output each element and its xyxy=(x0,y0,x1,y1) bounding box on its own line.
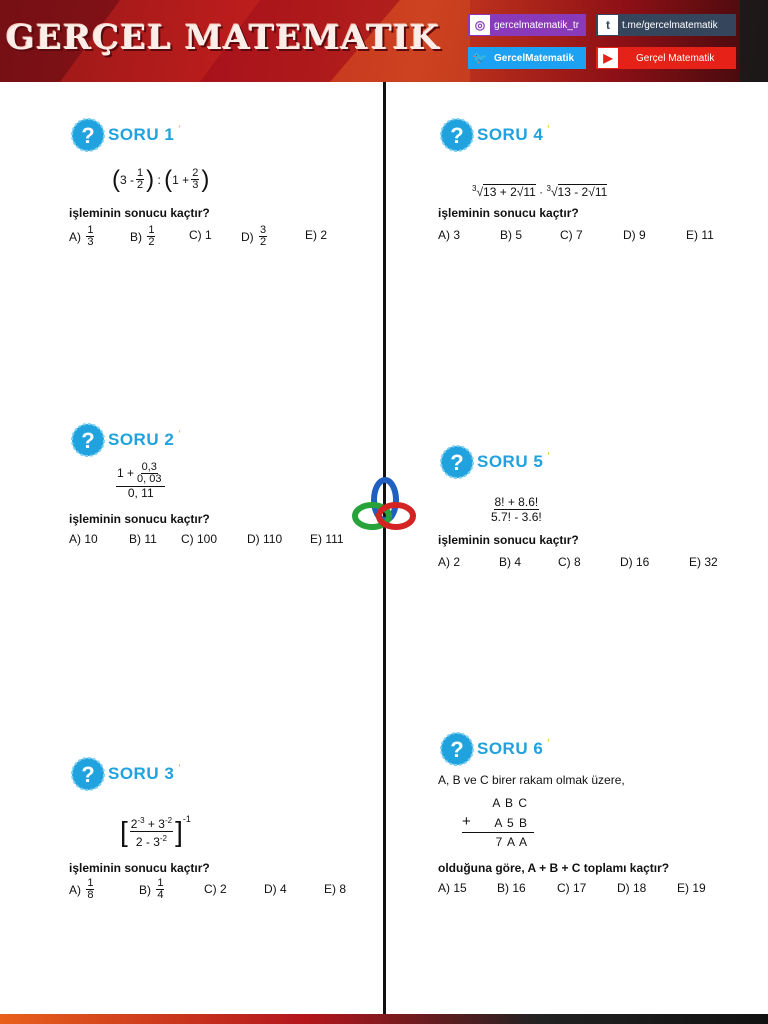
sparkle-icon: ʻ xyxy=(547,124,550,136)
instagram-handle: gercelmatematik_tr xyxy=(494,19,580,31)
question-title: SORU 2 xyxy=(108,430,175,449)
question-2-expression: 1 + $\frac{0,3}{0, 03}$ 0, 11 xyxy=(114,462,167,500)
choice-c[interactable]: C) 17 xyxy=(557,881,587,895)
choice-e[interactable]: E) 111 xyxy=(310,532,344,546)
question-6 xyxy=(439,730,739,768)
question-6-intro: A, B ve C birer rakam olmak üzere, xyxy=(438,773,625,787)
question-title: SORU 6 xyxy=(477,739,544,758)
instagram-link[interactable] xyxy=(468,14,586,36)
question-mark-icon xyxy=(70,422,106,458)
question-1-choices xyxy=(69,225,369,249)
svg-text:?: ? xyxy=(81,428,95,453)
choice-e[interactable]: E) 8 xyxy=(324,882,347,896)
question-title: SORU 3 xyxy=(108,764,175,783)
question-3-choices xyxy=(69,878,369,904)
question-mark-icon xyxy=(439,444,475,480)
tumblr-icon: t xyxy=(598,15,618,35)
question-5-expression: $\frac{8! + 8.6!}{5.7! - 3.6!}$ xyxy=(491,495,542,524)
question-2 xyxy=(70,421,370,459)
choice-b[interactable]: B) 16 xyxy=(497,881,526,895)
question-1 xyxy=(70,116,370,154)
sparkle-icon: ʻ xyxy=(547,451,550,463)
choice-c[interactable]: C) 8 xyxy=(558,555,581,569)
question-mark-icon xyxy=(439,731,475,767)
twitter-icon: 🐦 xyxy=(472,51,488,65)
question-mark-icon xyxy=(70,756,106,792)
question-6-addition: A B C + A 5 B 7 A A xyxy=(462,796,534,853)
sparkle-icon: ʻ xyxy=(178,429,181,441)
question-4 xyxy=(439,116,739,154)
youtube-icon: ▶ xyxy=(598,48,618,68)
choice-b[interactable]: B) 11 xyxy=(129,532,157,546)
question-5 xyxy=(439,443,739,481)
choice-c[interactable]: C) 7 xyxy=(560,228,583,242)
choice-a[interactable]: A) $\frac{1}{3}$ xyxy=(69,224,94,248)
brand-title: GERÇEL MATEMATIK xyxy=(6,18,441,58)
question-6-prompt: olduğuna göre, A + B + C toplamı kaçtır? xyxy=(438,861,670,875)
choice-e[interactable]: E) 32 xyxy=(689,555,718,569)
question-5-prompt: işleminin sonucu kaçtır? xyxy=(438,533,579,547)
svg-text:?: ? xyxy=(450,737,464,762)
choice-b[interactable]: B) 4 xyxy=(499,555,522,569)
choice-d[interactable]: D) 110 xyxy=(247,532,283,546)
sparkle-icon: ʻ xyxy=(178,124,181,136)
question-mark-icon xyxy=(439,117,475,153)
question-3-prompt: işleminin sonucu kaçtır? xyxy=(69,861,210,875)
question-2-prompt: işleminin sonucu kaçtır? xyxy=(69,512,210,526)
choice-d[interactable]: D) 16 xyxy=(620,555,650,569)
question-mark-icon xyxy=(70,117,106,153)
choice-a[interactable]: A) 2 xyxy=(438,555,461,569)
question-6-choices xyxy=(438,881,738,899)
choice-c[interactable]: C) 2 xyxy=(204,882,227,896)
question-3 xyxy=(70,755,370,793)
instagram-icon: ◎ xyxy=(470,15,490,35)
question-title: SORU 4 xyxy=(477,125,544,144)
choice-c[interactable]: C) 100 xyxy=(181,532,218,546)
question-title: SORU 5 xyxy=(477,452,544,471)
question-4-prompt: işleminin sonucu kaçtır? xyxy=(438,206,579,220)
svg-text:?: ? xyxy=(81,762,95,787)
choice-d[interactable]: D) 18 xyxy=(617,881,647,895)
question-3-expression: [ $\frac{2^{-3} + 3^{-2}}{2 - 3^{-2}}$ ] $^{-1}$ xyxy=(120,814,191,849)
choice-a[interactable]: A) 3 xyxy=(438,228,461,242)
choice-b[interactable]: B) $\frac{1}{2}$ xyxy=(130,224,155,248)
youtube-handle: Gerçel Matematik xyxy=(636,52,715,64)
choice-d[interactable]: D) 4 xyxy=(264,882,287,896)
telegram-link[interactable] xyxy=(596,14,736,36)
choice-b[interactable]: B) 5 xyxy=(500,228,523,242)
question-1-prompt: işleminin sonucu kaçtır? xyxy=(69,206,210,220)
svg-text:?: ? xyxy=(450,450,464,475)
choice-d[interactable]: D) 9 xyxy=(623,228,646,242)
choice-e[interactable]: E) 11 xyxy=(686,228,714,242)
question-4-expression: 3 √ 13 + 2√11 · $^3$ √ 13 - 2√11 xyxy=(472,184,608,199)
choice-e[interactable]: E) 2 xyxy=(305,228,328,242)
column-divider xyxy=(383,82,386,1014)
question-5-choices xyxy=(438,555,738,573)
question-1-expression: ( 3 - $\frac{1}{2}$ ) : ( 1 + $\frac{2}{3}$ ) xyxy=(112,165,210,193)
choice-a[interactable]: A) 10 xyxy=(69,532,98,546)
choice-a[interactable]: A) 15 xyxy=(438,881,467,895)
question-4-choices xyxy=(438,228,738,246)
header-banner xyxy=(0,0,768,82)
choice-a[interactable]: A) $\frac{1}{8}$ xyxy=(69,877,94,901)
svg-text:?: ? xyxy=(450,123,464,148)
choice-c[interactable]: C) 1 xyxy=(189,228,212,242)
question-2-choices xyxy=(69,532,369,550)
twitter-handle: GercelMatematik xyxy=(494,52,575,64)
choice-d[interactable]: D) $\frac{3}{2}$ xyxy=(241,224,267,248)
question-title: SORU 1 xyxy=(108,125,175,144)
choice-b[interactable]: B) $\frac{1}{4}$ xyxy=(139,877,164,901)
svg-text:?: ? xyxy=(81,123,95,148)
choice-e[interactable]: E) 19 xyxy=(677,881,706,895)
youtube-link[interactable] xyxy=(596,47,736,69)
twitter-link[interactable] xyxy=(468,47,586,69)
sparkle-icon: ʻ xyxy=(178,763,181,775)
footer-bar xyxy=(0,1014,768,1024)
telegram-handle: t.me/gercelmatematik xyxy=(622,19,718,31)
sparkle-icon: ʻ xyxy=(547,738,550,750)
